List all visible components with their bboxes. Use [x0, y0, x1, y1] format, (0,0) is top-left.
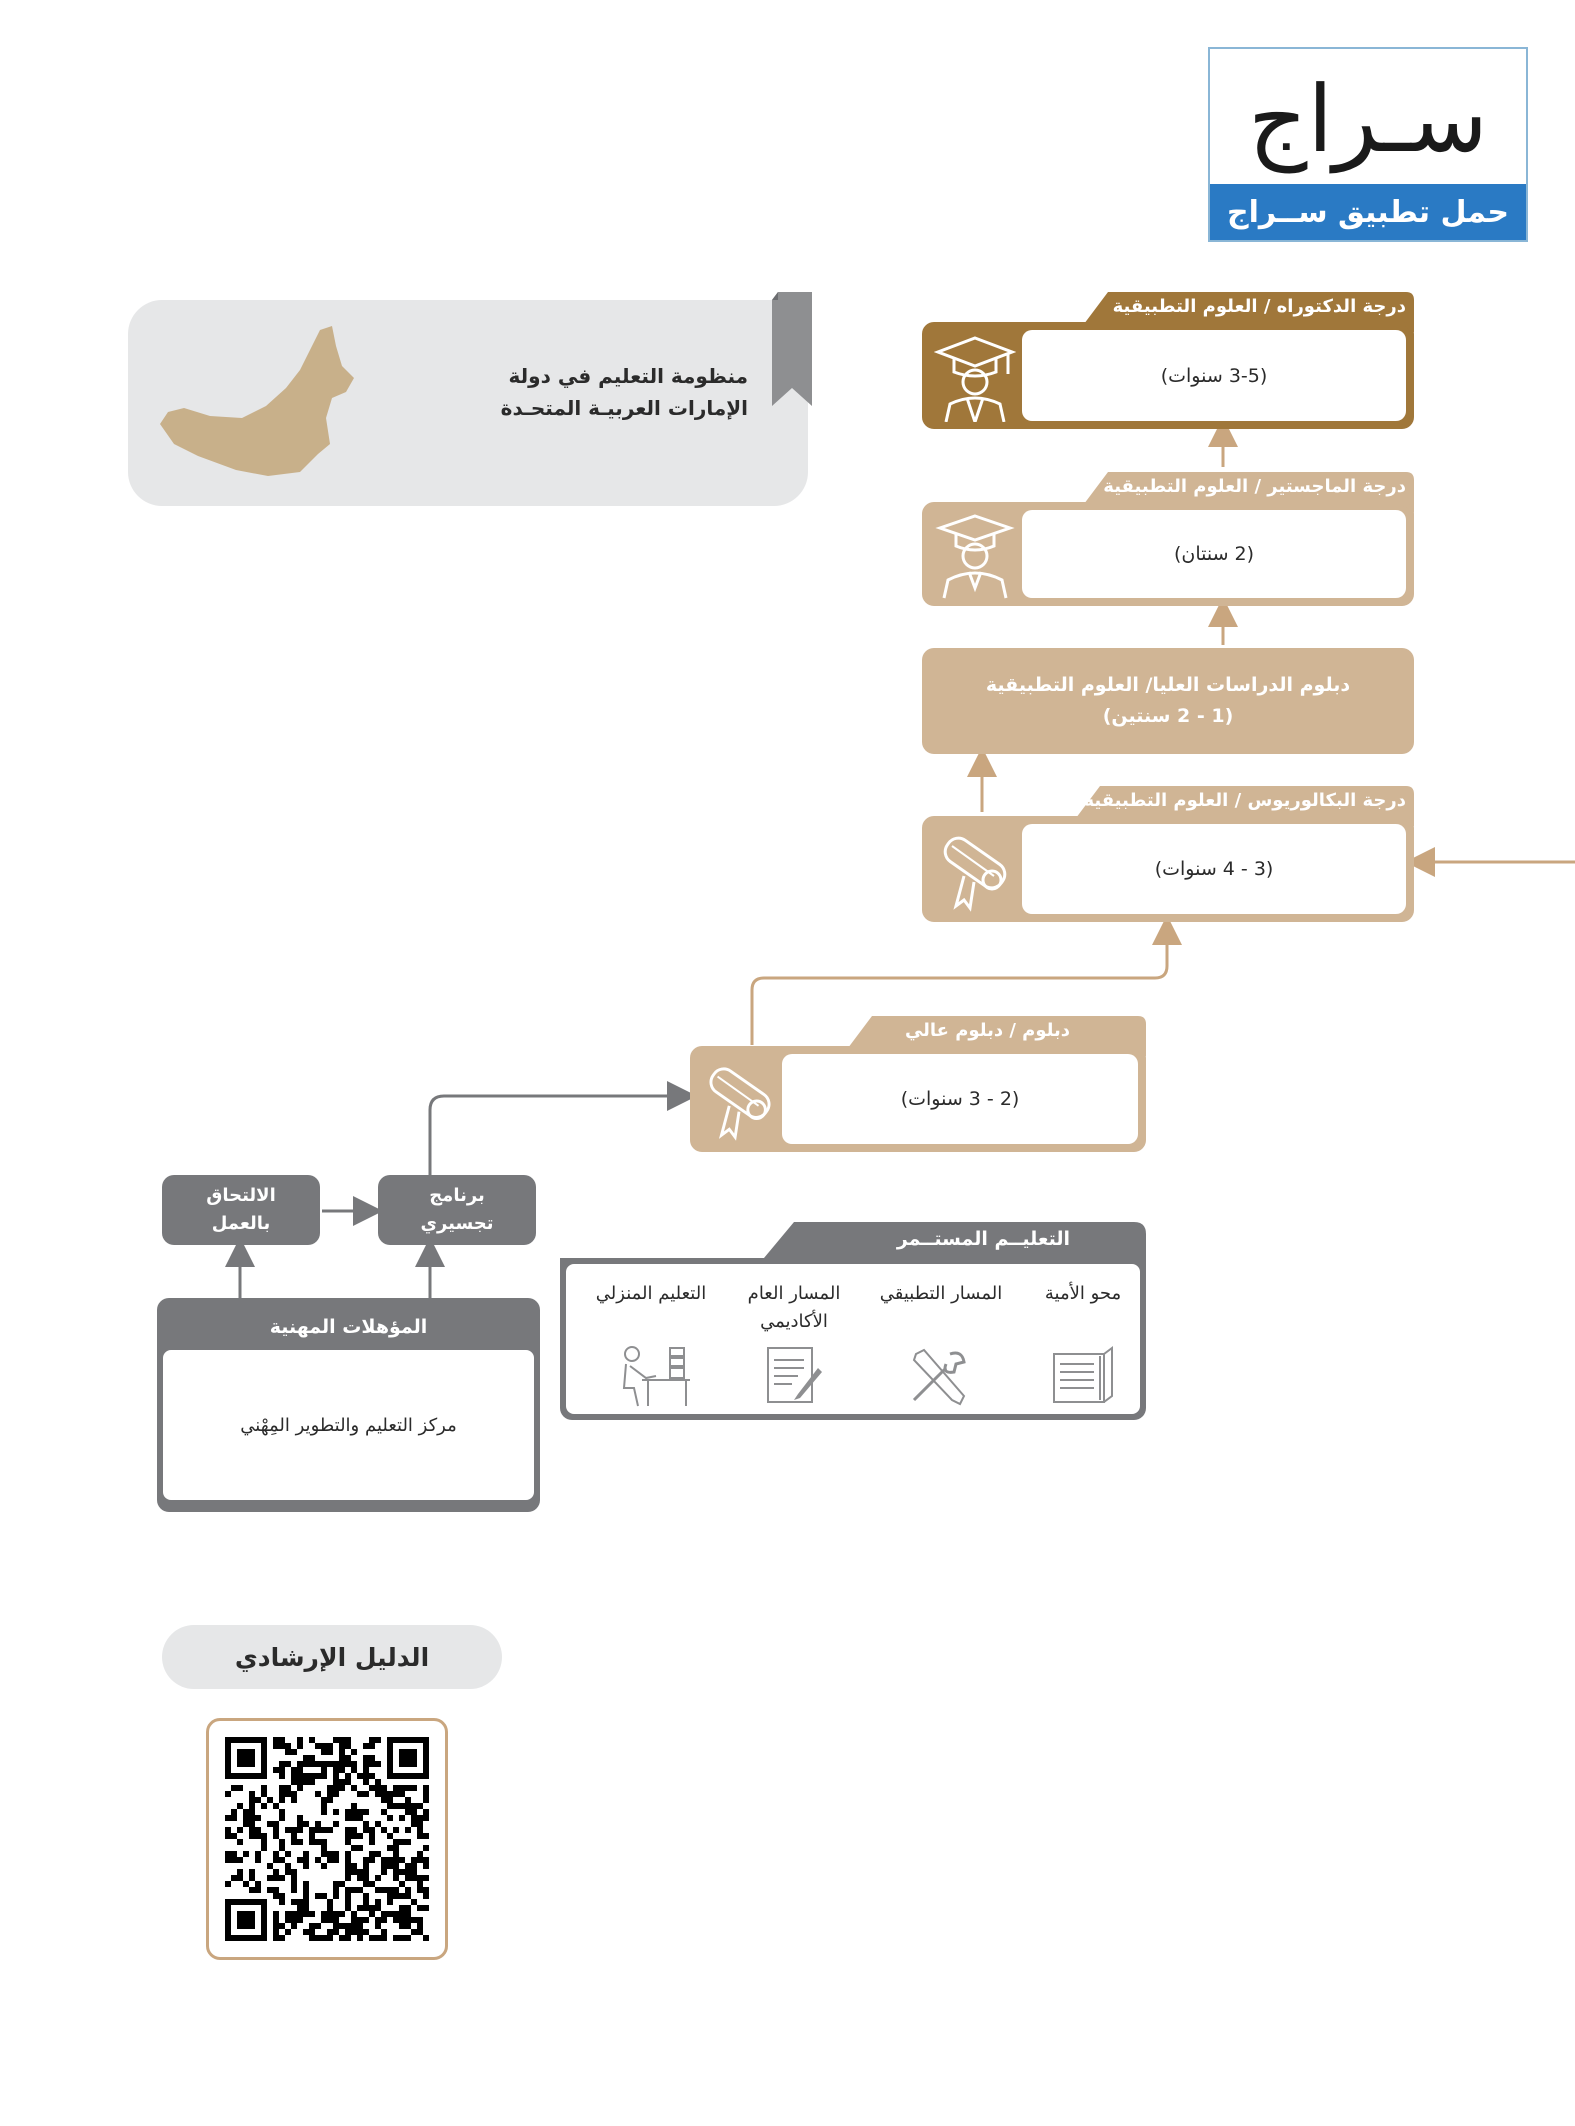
diploma-scroll-icon [700, 1058, 780, 1142]
doctorate-tab: درجة الدكتوراه / العلوم التطبيقية [1112, 296, 1406, 317]
title-line-1: منظومة التعليم في دولة [508, 364, 748, 388]
bridging-line-1: برنامج [429, 1185, 485, 1206]
diploma-box[interactable] [690, 1046, 1146, 1152]
vocational-tab: المؤهلات المهنية [269, 1316, 428, 1338]
postgrad-diploma-box[interactable] [922, 648, 1414, 754]
employment-line-1: الالتحاق [206, 1185, 276, 1206]
bachelor-duration: (3 - 4 سنوات) [1022, 824, 1406, 914]
vocational-box[interactable] [157, 1298, 540, 1512]
continuing-body [566, 1264, 1140, 1414]
diploma-tab: دبلوم / دبلوم عالي [904, 1020, 1070, 1041]
masters-duration: (2 سنتان) [1022, 510, 1406, 598]
doctorate-duration: (3-5 سنوات) [1022, 330, 1406, 421]
continuing-item-applied-label: المسار التطبيقي [879, 1283, 1003, 1304]
guide-label: الدليل الإرشادي [162, 1625, 502, 1689]
title-line-2: الإمارات العربيـة المتحـدة [500, 396, 748, 420]
logo-tagline: حمل تطبيق ســراج [1210, 184, 1526, 240]
qr-code-box[interactable] [206, 1718, 448, 1960]
continuing-item-homeschool-label: التعليم المنزلي [595, 1283, 707, 1304]
doctorate-box[interactable] [922, 322, 1414, 429]
diploma-scroll-icon [934, 828, 1016, 912]
bachelor-box[interactable] [922, 816, 1414, 922]
graduate-icon [934, 334, 1016, 422]
continuing-box [560, 1258, 1146, 1420]
masters-tab: درجة الماجستير / العلوم التطبيقية [1103, 476, 1406, 497]
qr-code-icon [225, 1737, 429, 1941]
continuing-item-literacy-label: محو الأمية [1044, 1283, 1122, 1304]
document-icon [762, 1344, 824, 1408]
graduate-icon [934, 512, 1016, 600]
logo-wordmark: سـراج [1248, 65, 1488, 173]
continuing-item-academic-label: المسار العام الأكاديمي [747, 1283, 841, 1332]
bachelor-tab: درجة البكالوريوس / العلوم التطبيقية [1083, 790, 1406, 811]
home-study-icon [616, 1344, 692, 1408]
tools-icon [906, 1346, 972, 1408]
book-icon [1046, 1346, 1116, 1406]
bridging-program-box[interactable] [378, 1175, 536, 1245]
continuing-tab: التعليــم المستــمر [896, 1228, 1070, 1250]
bridging-line-2: تجسيري [420, 1213, 494, 1234]
postgrad-duration: (1 - 2 سنتين) [1102, 705, 1234, 727]
diploma-duration: (2 - 3 سنوات) [782, 1054, 1138, 1144]
employment-line-2: بالعمل [211, 1213, 271, 1234]
employment-box[interactable] [162, 1175, 320, 1245]
vocational-body: مركز التعليم والتطوير المِهْني [163, 1350, 534, 1500]
arrow-bridging-to-diploma [430, 1096, 682, 1175]
postgrad-title: دبلوم الدراسات العليا/ العلوم التطبيقية [985, 674, 1351, 696]
masters-box[interactable] [922, 502, 1414, 606]
